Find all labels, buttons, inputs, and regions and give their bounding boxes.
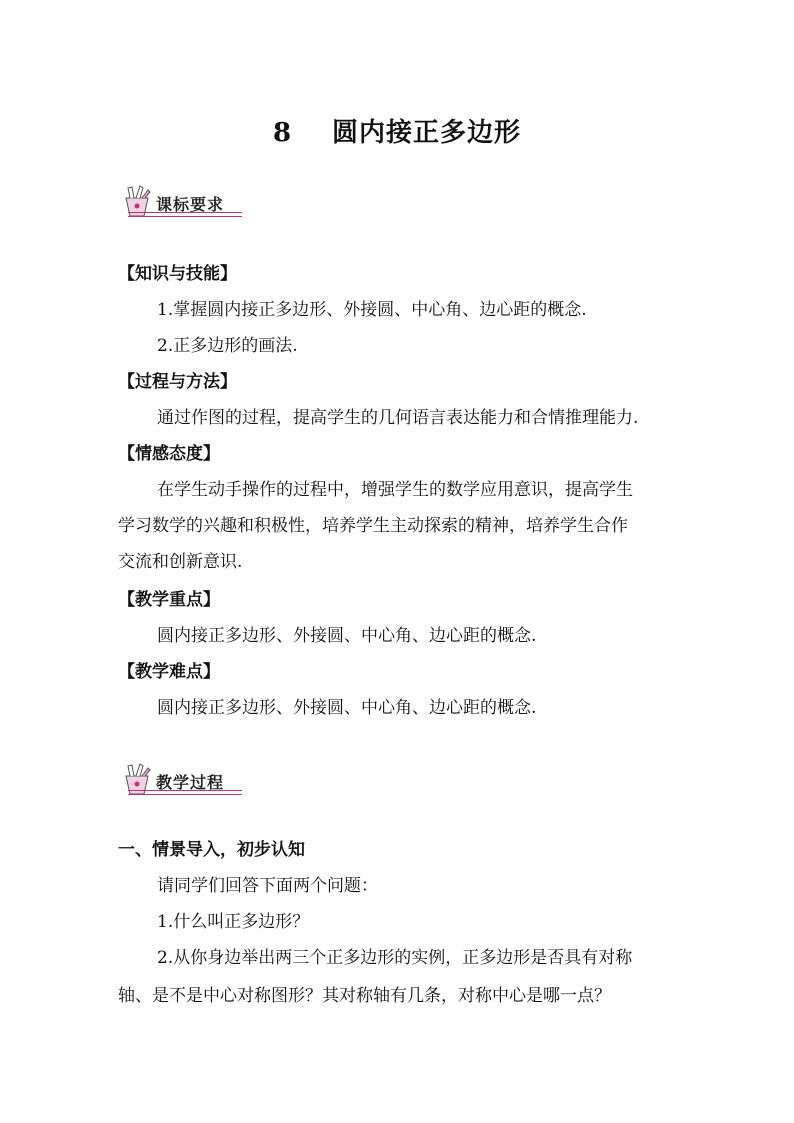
process-badge-label: 教学过程 <box>156 773 225 792</box>
knowledge-item-2: 2.正多边形的画法. <box>157 336 298 356</box>
emotion-line-1: 在学生动手操作的过程中，增强学生的数学应用意识，提高学生 <box>157 480 633 500</box>
knowledge-heading: 【知识与技能】 <box>118 264 237 284</box>
method-text: 通过作图的过程，提高学生的几何语言表达能力和合情推理能力. <box>157 408 639 428</box>
question-1: 1.什么叫正多边形？ <box>157 912 310 932</box>
lesson-number: 8 <box>272 118 293 148</box>
question-2-line-2: 轴、是不是中心对称图形？其对称轴有几条，对称中心是哪一点？ <box>118 986 611 1006</box>
page-title <box>0 112 794 149</box>
knowledge-item-1: 1.掌握圆内接正多边形、外接圆、中心角、边心距的概念. <box>157 300 587 320</box>
lesson-title: 圆内接正多边形 <box>332 118 522 148</box>
curriculum-badge-label: 课标要求 <box>156 195 225 214</box>
emotion-line-3: 交流和创新意识. <box>118 552 243 572</box>
process-intro: 请同学们回答下面两个问题： <box>157 876 378 896</box>
key-heading: 【教学重点】 <box>118 590 220 610</box>
curriculum-badge <box>118 184 242 220</box>
badge-underline <box>128 212 242 217</box>
process-badge <box>118 762 242 798</box>
difficulty-heading: 【教学难点】 <box>118 662 220 682</box>
emotion-heading: 【情感态度】 <box>118 444 220 464</box>
badge-underline <box>128 790 242 795</box>
method-heading: 【过程与方法】 <box>118 372 237 392</box>
process-heading: 一、情景导入，初步认知 <box>118 840 305 860</box>
difficulty-text: 圆内接正多边形、外接圆、中心角、边心距的概念. <box>157 698 537 718</box>
question-2-line-1: 2.从你身边举出两三个正多边形的实例，正多边形是否具有对称 <box>157 948 633 968</box>
emotion-line-2: 学习数学的兴趣和积极性，培养学生主动探索的精神，培养学生合作 <box>118 516 628 536</box>
key-text: 圆内接正多边形、外接圆、中心角、边心距的概念. <box>157 626 537 646</box>
